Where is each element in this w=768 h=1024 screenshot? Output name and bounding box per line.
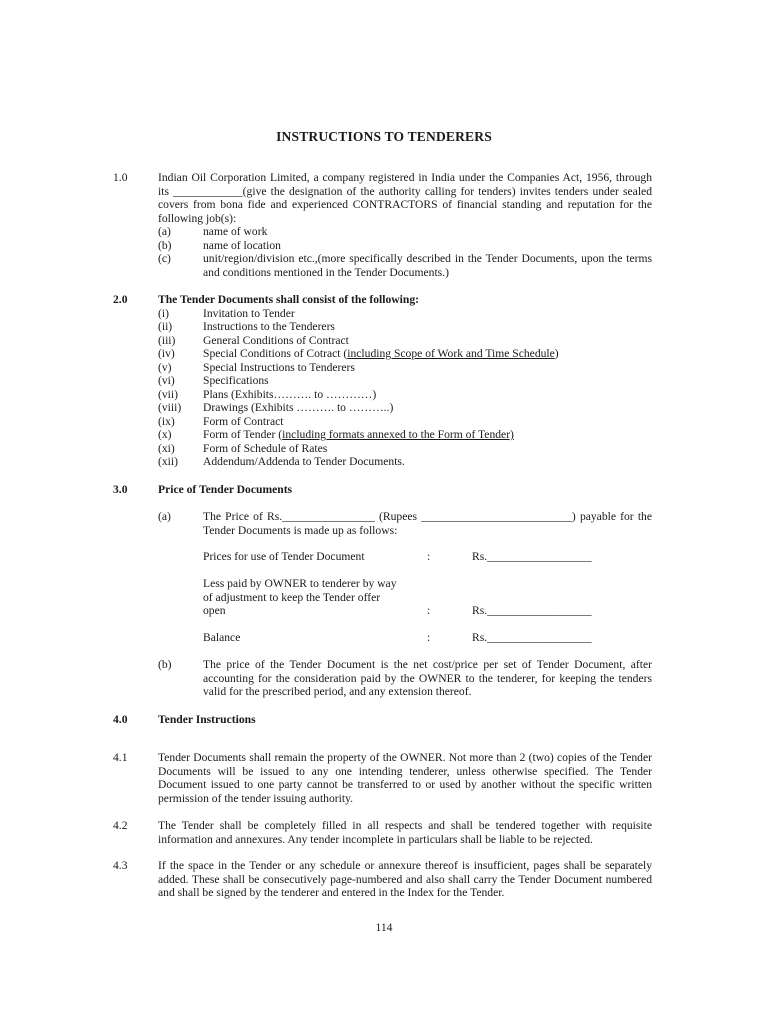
paragraph-4-2-text: The Tender shall be completely filled in all respects and shall be tendered together with requisite information and annexures. Any tender incomplete in particulars shall be liable to be rejected. bbox=[158, 819, 652, 846]
item-text: name of location bbox=[203, 238, 281, 252]
section-3-b-key: (b) bbox=[158, 658, 172, 671]
item-text: Invitation to Tender bbox=[203, 306, 295, 320]
item-key: (iii) bbox=[158, 333, 176, 347]
price-line-colon: : bbox=[427, 550, 431, 563]
item-key: (vi) bbox=[158, 374, 175, 387]
price-line-label: Prices for use of Tender Document bbox=[203, 550, 365, 563]
item-text-underlined: including formats annexed to the Form of Tender) bbox=[282, 428, 514, 441]
item-key: (ii) bbox=[158, 320, 173, 333]
price-line-label: Less paid by OWNER to tenderer by way of adjustment to keep the Tender offer open bbox=[203, 577, 397, 617]
section-1-intro: Indian Oil Corporation Limited, a company registered in India under the Companies Act, 1956, through its ____________(give the designation of the authority calling for tenders) invites tenders under sealed covers from bona fide and experienced CONTRACTORS of financial standing and reputation for the following job(s): bbox=[158, 171, 652, 225]
price-line-label: Balance bbox=[203, 631, 241, 644]
item-key: (xi) bbox=[158, 441, 175, 455]
paragraph-4-2-number: 4.2 bbox=[113, 819, 128, 832]
section-3-b-text: The price of the Tender Document is the net cost/price per set of Tender Document, after accounting for the consideration paid by the OWNER to the tenderer, for keeping the tenders valid for the prescribed period, and any extension thereof. bbox=[203, 658, 652, 698]
section-1-item-c-text: unit/region/division etc.,(more specifically described in the Tender Documents, upon the terms and conditions mentioned in the Tender Documents.) bbox=[203, 252, 652, 279]
item-key: (v) bbox=[158, 360, 172, 374]
item-text: name of work bbox=[203, 225, 268, 238]
item-text: Form of Contract bbox=[203, 414, 284, 428]
item-text: Addendum/Addenda to Tender Documents. bbox=[203, 455, 405, 468]
item-text: Instructions to the Tenderers bbox=[203, 320, 335, 333]
paragraph-4-3-text: If the space in the Tender or any schedule or annexure thereof is insufficient, pages shall be separately added. These shall be consecutively page-numbered and also shall carry the Tender Document numbered and shall be signed by the tenderer and entered in the Index for the Tender. bbox=[158, 859, 652, 899]
price-line-amount: Rs.__________________ bbox=[472, 604, 592, 617]
item-text: Plans (Exhibits………. to …………) bbox=[203, 387, 377, 401]
paragraph-4-1-text: Tender Documents shall remain the property of the OWNER. Not more than 2 (two) copies of the Tender Documents will be issued to any one intending tenderer, unless otherwise specified. The Tender Document issued to one party cannot be transferred to or used by another without the specific written permission of the tender issuing authority. bbox=[158, 751, 652, 805]
item-key: (vii) bbox=[158, 387, 178, 401]
price-line-colon: : bbox=[427, 631, 431, 644]
item-key: (x) bbox=[158, 428, 172, 441]
item-text: General Conditions of Contract bbox=[203, 333, 349, 347]
section-3-a-text: The Price of Rs.________________ (Rupees __________________________) payable for the Tender Documents is made up as follows: bbox=[203, 510, 652, 537]
page-title: INSTRUCTIONS TO TENDERERS bbox=[276, 129, 492, 144]
item-text: Drawings (Exhibits ………. to ………..) bbox=[203, 401, 394, 414]
item-text-lead: Form of Tender ( bbox=[203, 428, 283, 441]
item-key: (b) bbox=[158, 238, 172, 252]
item-text bbox=[203, 428, 514, 442]
section-2-heading: The Tender Documents shall consist of the following: bbox=[158, 293, 419, 306]
item-key: (ix) bbox=[158, 414, 175, 428]
section-3-heading: Price of Tender Documents bbox=[158, 483, 293, 496]
item-key: (viii) bbox=[158, 401, 182, 414]
item-text: Special Instructions to Tenderers bbox=[203, 360, 355, 374]
item-text: Form of Schedule of Rates bbox=[203, 441, 328, 455]
item-text-lead: Special Conditions of Cotract ( bbox=[203, 347, 348, 360]
paragraph-4-1-number: 4.1 bbox=[113, 751, 128, 764]
price-line-amount: Rs.__________________ bbox=[472, 550, 592, 563]
section-3-number: 3.0 bbox=[113, 483, 128, 496]
section-1-number: 1.0 bbox=[113, 171, 128, 184]
price-line-amount: Rs.__________________ bbox=[472, 631, 592, 644]
paragraph-4-3-number: 4.3 bbox=[113, 859, 128, 872]
item-text-underlined: including Scope of Work and Time Schedule bbox=[347, 347, 555, 360]
item-text-tail: ) bbox=[554, 347, 559, 360]
section-4-number: 4.0 bbox=[113, 713, 128, 726]
item-text bbox=[203, 347, 559, 361]
item-text: Specifications bbox=[203, 374, 269, 387]
item-key: (a) bbox=[158, 225, 171, 238]
item-key: (xii) bbox=[158, 455, 178, 468]
item-key: (iv) bbox=[158, 347, 175, 360]
price-line-colon: : bbox=[427, 604, 431, 617]
section-3-a-key: (a) bbox=[158, 510, 171, 523]
item-key: (i) bbox=[158, 306, 169, 320]
section-2-number: 2.0 bbox=[113, 293, 128, 306]
section-4-heading: Tender Instructions bbox=[158, 713, 256, 726]
item-key: (c) bbox=[158, 252, 171, 265]
page-number: 114 bbox=[375, 921, 393, 934]
